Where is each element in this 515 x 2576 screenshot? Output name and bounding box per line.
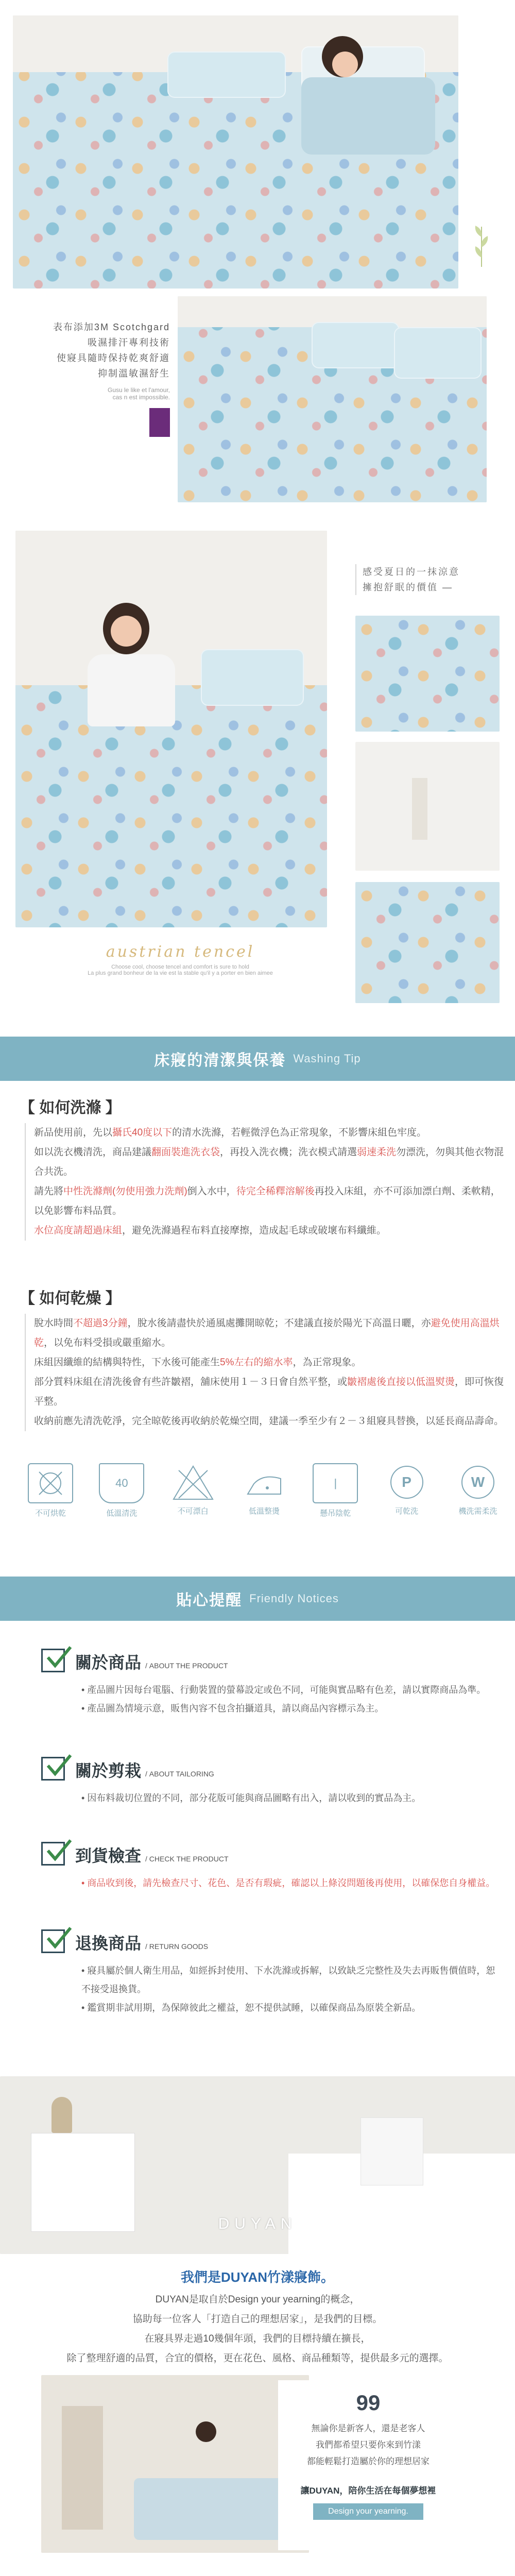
care-icon-2 xyxy=(96,1463,147,1518)
wash-list xyxy=(25,1123,508,1241)
signature-block xyxy=(15,943,345,976)
coating-title: 表布添加3M Scotchgard xyxy=(53,322,170,332)
notices-section-title: 貼心提醒 xyxy=(176,1592,243,1609)
coating-en-1: Gusu le like et l'amour, xyxy=(107,386,170,394)
checkmark-icon xyxy=(41,1649,65,1672)
quote-mark-icon: 99 xyxy=(356,2391,381,2415)
fish-closeup-photo-1 xyxy=(355,616,500,732)
notice-product-body: • 產品圖片因每台電腦、行動裝置的螢幕設定或色不同，可能與實品略有色差，請以實際商品為準。 • 產品圖為情境示意，販售內容不包含拍攝道具，請以商品內容標示為主。 xyxy=(81,1681,499,1718)
care-label-7: 機洗需柔洗 xyxy=(458,1507,497,1516)
scotchgard-badge-icon xyxy=(149,408,170,437)
mood-line-1: 感受夏日的一抹涼意 xyxy=(363,567,460,577)
wet-clean-w-icon: W xyxy=(456,1463,500,1501)
care-icon-5 xyxy=(310,1463,361,1518)
dry-item-3: 部分質料床組在清洗後會有些許皺褶，舖床使用１－３日會自然平整，或皺褶處後直接以低溫熨燙，即可恢復平整。 xyxy=(34,1377,504,1407)
room-corner-photo xyxy=(355,742,500,871)
wash-item-2: 如以洗衣機清洗，商品建議翻面裝進洗衣袋，再投入洗衣機；洗衣模式請選弱速柔洗勿漂洗，勿與其他衣物混合共洗。 xyxy=(34,1147,504,1177)
quote-box xyxy=(278,2380,458,2550)
coating-en-2: cas n est impossible. xyxy=(112,394,170,401)
care-icon-7 xyxy=(452,1463,504,1518)
wash-40-icon: 40 xyxy=(99,1463,144,1503)
hero-bed-photo xyxy=(13,15,458,289)
dry-clean-p-icon: P xyxy=(385,1463,428,1501)
care-icons-row xyxy=(25,1463,504,1518)
dry-list xyxy=(25,1314,508,1431)
wash-item-4: 水位高度請超過床組，避免洗滌過程布料直接摩擦，造成起毛球或破壞布料纖維。 xyxy=(34,1225,387,1236)
dry-item-2: 床組因纖維的結構與特性，下水後可能產生5%左右的縮水率，為正常現象。 xyxy=(34,1357,362,1368)
coating-line-1: 吸濕排汗專利技術 xyxy=(88,337,170,348)
washing-section-bar xyxy=(0,1037,515,1081)
care-label-6: 可乾洗 xyxy=(395,1507,419,1516)
coating-text-block xyxy=(31,319,170,439)
brand-cta-button[interactable]: Design your yearning. xyxy=(313,2503,423,2520)
notices-section-en: Friendly Notices xyxy=(249,1592,339,1605)
notice-tailoring-title: 關於剪栽 / ABOUT TAILORING xyxy=(75,1761,214,1780)
quote-line-2: 我們都希望只要你來到竹漾 xyxy=(316,2440,421,2450)
wash-item-1: 新品使用前，先以攝氏40度以下的清水洗滌，若輕微浮色為正常現象，不影響床組色牢度。 xyxy=(34,1127,427,1138)
mood-line-2: 擁抱舒眠的價值 — xyxy=(363,582,454,592)
care-icon-1 xyxy=(25,1463,76,1518)
care-label-2: 低溫清洗 xyxy=(106,1509,138,1518)
signature-script: austrian tencel xyxy=(106,943,255,961)
care-label-3: 不可漂白 xyxy=(177,1507,209,1516)
notice-return-body: • 寢具屬於個人衛生用品，如經拆封使用、下水洗滌或拆解，以致缺乏完整性及失去再販售價值時，恕不接受退換貨。 • 鑑賞期非試用期，為保障彼此之權益，恕不提供試睡，以確保商品為原裝全新品。 xyxy=(81,1961,499,2017)
bedroom-banner-photo xyxy=(0,2076,515,2254)
dry-item-4: 收納前應先清洗乾淨，完全晾乾後再收納於乾燥空間，建議一季至少有２－３組寢具替換，以延長商品壽命。 xyxy=(34,1416,504,1427)
brand-text: DUYAN是取自於Design your yearning的概念， 協助每一位客人「打造自己的理想居家」，是我們的目標。 在寢具界走過10幾個年頭，我們的目標持續在擴長， 除了整理舒適的品質，合宜的價格，更在花色、風格、商品種類等，提供最多元的選擇。 xyxy=(66,2294,449,2364)
checkmark-icon xyxy=(41,1929,65,1953)
notice-return xyxy=(41,1929,494,2058)
leaf-decoration-icon xyxy=(471,222,492,268)
quote-line-3: 都能輕鬆打造屬於你的理想居家 xyxy=(307,2456,430,2466)
notice-tailoring-body: • 因布料裁切位置的不同，部分花版可能與商品圖略有出入，請以收到的實品為主。 xyxy=(81,1789,499,1807)
low-iron-icon xyxy=(243,1463,286,1501)
checkmark-icon xyxy=(41,1757,65,1781)
care-label-1: 不可烘乾 xyxy=(35,1509,66,1518)
family-lifestyle-photo xyxy=(41,2375,309,2553)
bed-detail-photo xyxy=(178,296,487,502)
washing-section-title: 床寢的清潔與保養 xyxy=(154,1052,286,1069)
mood-text xyxy=(355,564,496,595)
notice-product-title: 關於商品 / ABOUT THE PRODUCT xyxy=(75,1653,228,1672)
pillow-closeup-photo xyxy=(355,882,500,1003)
brand-title: 我們是DUYAN竹漾寢飾。 xyxy=(180,2269,335,2285)
woman-reading-photo xyxy=(15,531,327,927)
notices-section-bar xyxy=(0,1577,515,1621)
signature-sub-1: Choose cool, choose tencel and comfort is sure to hold xyxy=(111,964,249,970)
care-label-5: 懸吊陰乾 xyxy=(320,1509,351,1518)
brand-logo: DUYAN xyxy=(218,2215,297,2232)
care-icon-4 xyxy=(238,1463,290,1518)
care-label-4: 低溫整燙 xyxy=(248,1507,280,1516)
coating-line-3: 抑制溫敏濕舒生 xyxy=(98,368,170,379)
notice-product xyxy=(41,1649,494,1762)
wash-item-3: 請先將中性洗滌劑(勿使用強力洗劑)倒入水中，待完全稀釋溶解後再投入床組，亦不可添加漂白劑、柔軟精，以免影響布料品質。 xyxy=(34,1186,501,1216)
notice-check-body: • 商品收到後，請先檢查尺寸、花色、是否有瑕疵，確認以上條沒問題後再使用，以確保您自身權益。 xyxy=(81,1874,499,1892)
coating-line-2: 使寢具隨時保持乾爽舒適 xyxy=(57,353,170,363)
notice-return-title: 退換商品 / RETURN GOODS xyxy=(75,1934,209,1953)
no-tumble-dry-icon xyxy=(28,1463,73,1503)
notice-check xyxy=(41,1842,494,1929)
checkmark-icon xyxy=(41,1842,65,1866)
dry-heading: 【 如何乾燥 】 xyxy=(20,1290,121,1307)
dry-item-1: 脫水時間不超過3分鐘，脫水後請盡快於通風處攤開晾乾；不建議直接於陽光下高溫日曬，亦避免使用高溫烘乾，以免布料受損或嚴重縮水。 xyxy=(34,1318,500,1348)
notice-tailoring xyxy=(41,1757,494,1844)
care-icon-3 xyxy=(167,1463,219,1518)
quote-line-1: 無論你是新客人，還是老客人 xyxy=(311,2424,425,2433)
notice-check-title: 到貨檢查 / CHECK THE PRODUCT xyxy=(75,1846,229,1865)
wash-heading: 【 如何洗滌 】 xyxy=(20,1099,121,1116)
no-bleach-icon xyxy=(171,1463,215,1501)
brand-tagline: 讓DUYAN，陪你生活在每個夢想裡 xyxy=(300,2486,436,2496)
care-icon-6 xyxy=(381,1463,433,1518)
line-dry-icon: | xyxy=(313,1463,358,1503)
washing-section-en: Washing Tip xyxy=(293,1052,361,1065)
signature-sub-2: La plus grand bonheur de la vie est la stable qu'il y a porter en bien aimee xyxy=(88,970,273,976)
